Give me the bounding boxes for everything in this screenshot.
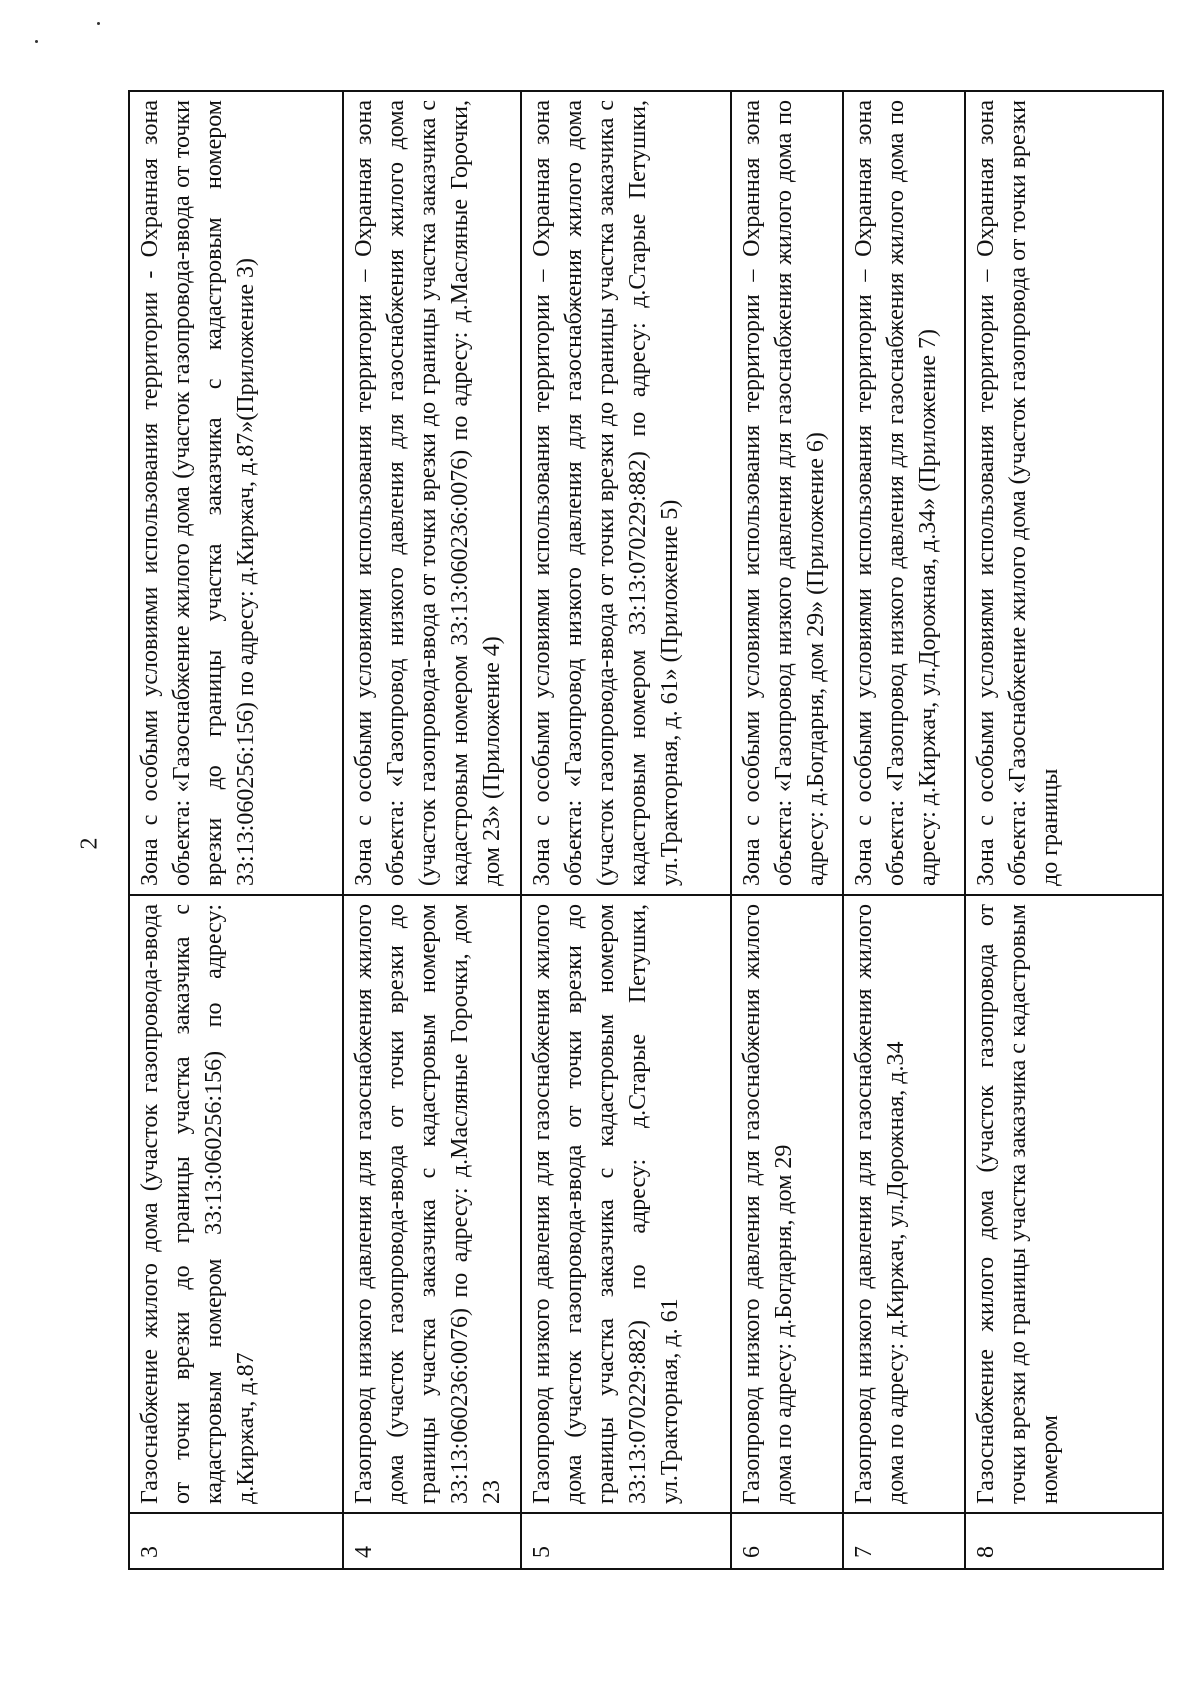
row-number: 4	[343, 1513, 521, 1569]
rotated-table-container	[128, 90, 1164, 1570]
object-description: Газоснабжение жилого дома (участок газопровода-ввода от точки врезки до границы участка заказчика с кадастровым номером 33:13:060256:156) по адресу: д.Киржач, д.87	[129, 895, 343, 1513]
zone-description: Зона с особыми условиями использования территории – Охранная зона объекта: «Газоснабжение жилого дома (участок газопровода от точки врезки до границы	[965, 91, 1163, 895]
object-description: Газопровод низкого давления для газоснабжения жилого дома (участок газопровода-ввода от точки врезки до границы участка заказчика с кадастровым номером 33:13:070229:882) по адресу: д.Старые Петушки, ул.Тракторная, д. 61	[521, 895, 731, 1513]
object-description: Газоснабжение жилого дома (участок газопровода от точки врезки до границы участка заказчика с кадастровым номером	[965, 895, 1163, 1513]
scan-speck	[97, 22, 100, 25]
scan-speck	[35, 40, 38, 43]
row-number: 8	[965, 1513, 1163, 1569]
row-number: 7	[843, 1513, 965, 1569]
zone-description: Зона с особыми условиями использования территории – Охранная зона объекта: «Газопровод низкого давления для газоснабжения жилого дома (участок газопровода-ввода от точки врезки до границы участка заказчика с кадастровым номером 33:13:060236:0076) по адресу: д.Масляные Горочки, дом 23» (Приложение 4)	[343, 91, 521, 895]
zone-description: Зона с особыми условиями использования территории – Охранная зона объекта: «Газопровод низкого давления для газоснабжения жилого дома по адресу: д.Киржач, ул.Дорожная, д.34» (Приложение 7)	[843, 91, 965, 895]
row-number: 3	[129, 1513, 343, 1569]
zones-table	[128, 90, 1164, 1570]
object-description: Газопровод низкого давления для газоснабжения жилого дома по адресу: д.Богдарня, дом 29	[731, 895, 843, 1513]
table-row	[521, 91, 731, 1569]
zone-description: Зона с особыми условиями использования территории – Охранная зона объекта: «Газопровод низкого давления для газоснабжения жилого дома по адресу: д.Богдарня, дом 29» (Приложение 6)	[731, 91, 843, 895]
table-row	[731, 91, 843, 1569]
zone-description: Зона с особыми условиями использования территории – Охранная зона объекта: «Газопровод низкого давления для газоснабжения жилого дома (участок газопровода-ввода от точки врезки до границы участка заказчика с кадастровым номером 33:13:070229:882) по адресу: д.Старые Петушки, ул.Тракторная, д. 61» (Приложение 5)	[521, 91, 731, 895]
table-row	[129, 91, 343, 1569]
row-number: 5	[521, 1513, 731, 1569]
zone-description: Зона с особыми условиями использования территории - Охранная зона объекта: «Газоснабжение жилого дома (участок газопровода-ввода от точки врезки до границы участка заказчика с кадастровым номером 33:13:060256:156) по адресу: д.Киржач, д.87»(Приложение 3)	[129, 91, 343, 895]
page-number: 2	[76, 837, 103, 850]
row-number: 6	[731, 1513, 843, 1569]
object-description: Газопровод низкого давления для газоснабжения жилого дома (участок газопровода-ввода от точки врезки до границы участка заказчика с кадастровым номером 33:13:060236:0076) по адресу: д.Масляные Горочки, дом 23	[343, 895, 521, 1513]
table-row	[965, 91, 1163, 1569]
table-row	[843, 91, 965, 1569]
table-row	[343, 91, 521, 1569]
object-description: Газопровод низкого давления для газоснабжения жилого дома по адресу: д.Киржач, ул.Дорожная, д.34	[843, 895, 965, 1513]
